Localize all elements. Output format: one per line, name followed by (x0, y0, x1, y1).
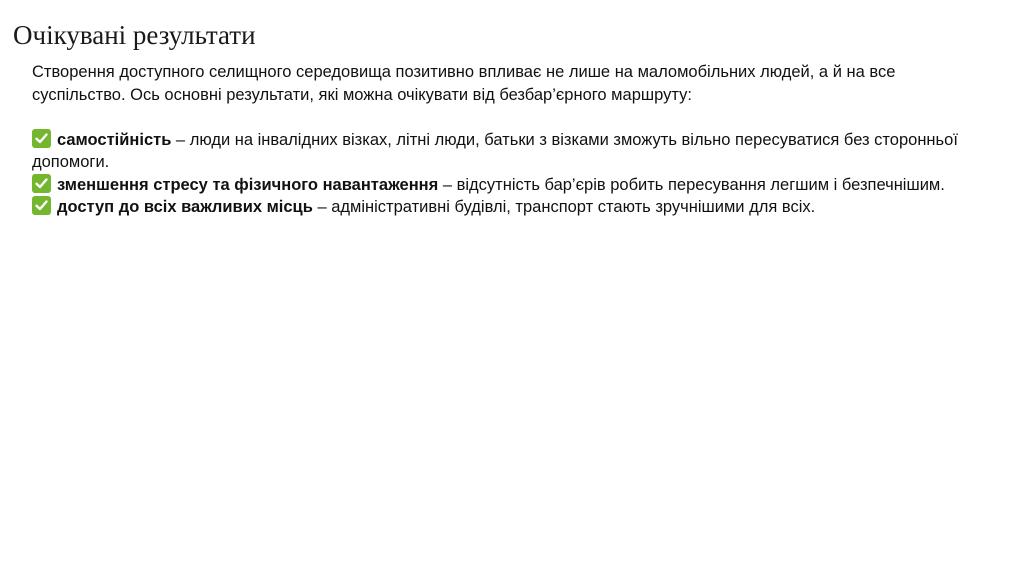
check-mark-icon (32, 174, 51, 193)
result-item-text: – адміністративні будівлі, транспорт стають зручнішими для всіх. (312, 198, 816, 216)
result-item-access (32, 196, 992, 219)
check-mark-icon (32, 196, 51, 215)
result-item-text: – люди на інвалідних візках, літні люди, батьки з візками зможуть вільно пересуватися без сторонньої допомоги. (32, 130, 958, 171)
result-item-independence (32, 129, 992, 174)
slide-body (32, 61, 992, 219)
result-item-heading: доступ до всіх важливих місць (57, 198, 313, 216)
result-item-stress-reduction (32, 174, 992, 197)
slide-title: Очікувані результати (13, 20, 256, 50)
result-item-heading: самостійність (57, 130, 172, 149)
intro-paragraph: Створення доступного селищного середовища позитивно впливає не лише на маломобільних людей, а й на все суспільство. Ось основні результати, які можна очікувати від безбар’єрного маршруту: (32, 63, 896, 104)
check-mark-icon (32, 129, 51, 148)
paragraph-spacer (32, 106, 992, 129)
result-item-heading: зменшення стресу та фізичного навантаження (57, 175, 439, 194)
result-item-text: – відсутність бар’єрів робить пересування легшим і безпечнішим. (438, 175, 945, 194)
